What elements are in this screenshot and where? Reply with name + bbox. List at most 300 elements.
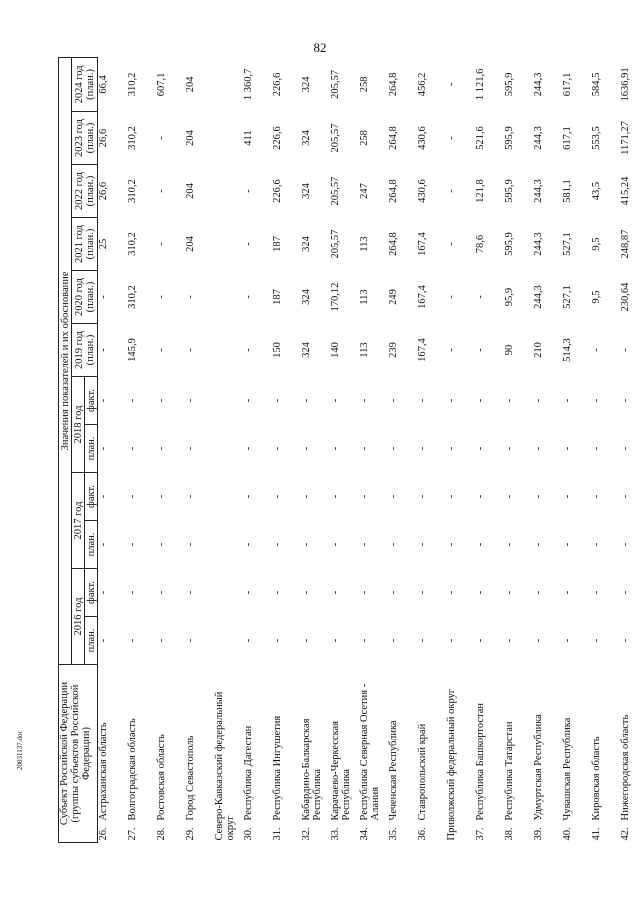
value-cell: -: [446, 398, 457, 403]
value-cell: -: [185, 590, 196, 595]
value-cell: 247: [359, 183, 370, 199]
value-cell: 204: [185, 183, 196, 199]
subject-name: Республика Дагестан: [243, 725, 254, 821]
table-row: [533, 57, 562, 842]
value-cell: 607,1: [156, 72, 167, 97]
value-cell: -: [446, 136, 457, 140]
table-header: [59, 57, 98, 842]
value-cell: -: [475, 295, 486, 299]
table-row: [127, 57, 156, 842]
table-row: [475, 57, 504, 842]
subject-name: Чувашская Республика: [562, 717, 573, 821]
value-cell: -: [301, 542, 312, 547]
row-number: 28.: [156, 827, 167, 841]
value-cell: -: [388, 542, 399, 547]
table-row: [591, 57, 620, 842]
table-row: [359, 57, 388, 842]
value-cell: -: [504, 542, 515, 547]
row-number: 33.: [330, 827, 341, 841]
value-cell: -: [446, 295, 457, 299]
subject-name: Республика Северная Осетия - Алания: [359, 683, 381, 821]
value-cell: -: [243, 189, 254, 193]
value-cell: -: [533, 590, 544, 595]
value-cell: [214, 324, 243, 377]
value-cell: -: [330, 494, 341, 499]
subject-cell: [98, 665, 128, 843]
row-number: 40.: [562, 827, 573, 841]
value-cell: -: [156, 242, 167, 246]
value-cell: -: [185, 348, 196, 352]
value-cell: 113: [359, 342, 370, 358]
value-cell: -: [127, 494, 138, 499]
value-cell: 581,1: [562, 179, 573, 203]
value-cell: 244,3: [533, 126, 544, 150]
row-number: 34.: [359, 827, 370, 841]
value-cell: -: [417, 446, 428, 451]
value-cell: 187: [272, 289, 283, 305]
row-number: 42.: [620, 827, 631, 841]
fact-2017-header: факт.: [85, 473, 98, 521]
value-cell: -: [185, 542, 196, 547]
value-cell: -: [562, 446, 573, 451]
table-row: [301, 57, 330, 842]
value-cell: -: [417, 638, 428, 643]
value-cell: -: [272, 590, 283, 595]
value-cell: [214, 473, 243, 521]
value-cell: 264,8: [388, 179, 399, 203]
value-cell: -: [533, 398, 544, 403]
value-cell: -: [243, 398, 254, 403]
value-cell: 310,2: [127, 126, 138, 150]
subject-cell: [156, 665, 185, 843]
value-cell: -: [475, 398, 486, 403]
year-2019-header: 2019 год (план.): [72, 324, 98, 377]
value-cell: -: [388, 494, 399, 499]
value-cell: 140: [330, 342, 341, 358]
value-cell: -: [504, 398, 515, 403]
value-cell: 595,9: [504, 126, 515, 150]
value-cell: -: [98, 348, 109, 352]
subject-cell: [359, 665, 388, 843]
value-cell: -: [446, 82, 457, 87]
table-row: [620, 57, 640, 842]
value-cell: 9,5: [591, 290, 602, 304]
value-cell: -: [446, 242, 457, 246]
value-cell: -: [504, 590, 515, 595]
value-cell: -: [620, 542, 631, 547]
value-cell: 310,2: [127, 72, 138, 97]
value-cell: -: [620, 446, 631, 451]
value-cell: 1 121,6: [475, 68, 486, 101]
value-cell: -: [359, 398, 370, 403]
value-cell: 150: [272, 342, 283, 358]
value-cell: -: [156, 590, 167, 595]
page-number: 82: [313, 40, 327, 55]
value-cell: -: [330, 398, 341, 403]
value-cell: -: [127, 638, 138, 643]
value-cell: -: [156, 542, 167, 547]
value-cell: 324: [301, 130, 312, 146]
table-row: [446, 57, 475, 842]
value-cell: -: [156, 136, 167, 140]
subject-cell: [301, 665, 330, 843]
value-cell: -: [127, 446, 138, 451]
subject-cell: [591, 665, 620, 843]
year-2023-header: 2023 год (план.): [72, 112, 98, 165]
value-cell: 204: [185, 76, 196, 93]
value-cell: 43,5: [591, 181, 602, 201]
value-cell: 205,57: [330, 176, 341, 206]
value-cell: 324: [301, 342, 312, 358]
value-cell: -: [330, 446, 341, 451]
value-cell: -: [562, 494, 573, 499]
table-body: [98, 57, 640, 842]
values-group-header: Значения показателей и их обоснование: [59, 57, 72, 664]
value-cell: -: [417, 542, 428, 547]
value-cell: 167,4: [417, 285, 428, 309]
value-cell: -: [591, 348, 602, 352]
value-cell: -: [591, 494, 602, 499]
value-cell: -: [243, 242, 254, 246]
value-cell: 249: [388, 289, 399, 305]
subject-name: Кабардино-Балкарская Республика: [301, 718, 323, 821]
value-cell: 9,5: [591, 237, 602, 251]
row-number: 29.: [185, 827, 196, 841]
value-cell: -: [272, 446, 283, 451]
value-cell: -: [127, 398, 138, 403]
value-cell: -: [475, 590, 486, 595]
subject-name: Астраханская область: [98, 722, 109, 821]
value-cell: 521,6: [475, 126, 486, 150]
subject-cell: [417, 665, 446, 843]
value-cell: -: [446, 446, 457, 451]
value-cell: 595,9: [504, 179, 515, 203]
value-cell: -: [533, 494, 544, 499]
value-cell: -: [388, 398, 399, 403]
value-cell: -: [446, 348, 457, 352]
value-cell: -: [388, 590, 399, 595]
value-cell: 1636,91: [620, 67, 631, 102]
value-cell: 411: [243, 130, 254, 146]
value-cell: 264,8: [388, 72, 399, 97]
value-cell: [214, 271, 243, 324]
value-cell: -: [156, 638, 167, 643]
value-cell: 324: [301, 236, 312, 252]
value-cell: 205,57: [330, 229, 341, 259]
value-cell: 170,12: [330, 282, 341, 312]
value-cell: -: [475, 446, 486, 451]
value-cell: 310,2: [127, 179, 138, 203]
value-cell: 456,2: [417, 72, 428, 97]
value-cell: -: [359, 494, 370, 499]
value-cell: -: [359, 446, 370, 451]
subject-cell: [533, 665, 562, 843]
value-cell: -: [185, 295, 196, 299]
plan-2018-header: план.: [85, 425, 98, 473]
value-cell: 430,6: [417, 126, 428, 150]
value-cell: [214, 112, 243, 165]
value-cell: -: [446, 590, 457, 595]
value-cell: 95,9: [504, 287, 515, 307]
value-cell: -: [504, 446, 515, 451]
value-cell: -: [156, 348, 167, 352]
subject-name: Ростовская область: [156, 734, 167, 821]
value-cell: 595,9: [504, 232, 515, 256]
subject-cell: [243, 665, 272, 843]
value-cell: -: [591, 398, 602, 403]
value-cell: 230,64: [620, 282, 631, 312]
value-cell: -: [243, 590, 254, 595]
value-cell: -: [359, 542, 370, 547]
value-cell: -: [127, 590, 138, 595]
table-row: [185, 57, 214, 842]
subject-cell: [185, 665, 214, 843]
subject-name: Ставропольский край: [417, 723, 428, 821]
row-number: 27.: [127, 827, 138, 841]
value-cell: 415,24: [620, 176, 631, 206]
value-cell: 617,1: [562, 72, 573, 97]
value-cell: -: [562, 590, 573, 595]
subject-name: Республика Татарстан: [504, 721, 515, 821]
subject-cell: [330, 665, 359, 843]
subject-column-header: Субъект Российской Федерации (группы субъектов Российской Федерации): [59, 665, 98, 843]
value-cell: -: [243, 348, 254, 352]
value-cell: -: [591, 638, 602, 643]
value-cell: -: [272, 494, 283, 499]
value-cell: 113: [359, 289, 370, 305]
value-cell: -: [475, 348, 486, 352]
value-cell: -: [562, 542, 573, 547]
value-cell: 90: [504, 344, 515, 356]
row-number: 37.: [475, 827, 486, 841]
value-cell: 553,5: [591, 126, 602, 150]
table-row: [504, 57, 533, 842]
table-row: [388, 57, 417, 842]
value-cell: -: [243, 494, 254, 499]
value-cell: -: [243, 446, 254, 451]
value-cell: -: [156, 189, 167, 193]
value-cell: [214, 617, 243, 665]
value-cell: 121,8: [475, 179, 486, 203]
year-2024-header: 2024 год (план.): [72, 57, 98, 111]
value-cell: 244,3: [533, 179, 544, 203]
value-cell: -: [98, 494, 109, 499]
value-cell: [214, 521, 243, 569]
value-cell: -: [533, 542, 544, 547]
year-2020-header: 2020 год (план.): [72, 271, 98, 324]
value-cell: -: [591, 590, 602, 595]
value-cell: -: [98, 295, 109, 299]
table-row: [272, 57, 301, 842]
plan-2017-header: план.: [85, 521, 98, 569]
value-cell: 617,1: [562, 126, 573, 150]
table-row: [417, 57, 446, 842]
value-cell: -: [533, 446, 544, 451]
subject-name: Кировская область: [591, 736, 602, 821]
value-cell: -: [446, 494, 457, 499]
value-cell: 113: [359, 236, 370, 252]
value-cell: [214, 569, 243, 617]
value-cell: 204: [185, 130, 196, 146]
row-number: 26.: [98, 827, 109, 841]
subject-name: Удмуртская Республика: [533, 714, 544, 821]
row-number: 30.: [243, 827, 254, 841]
value-cell: [214, 57, 243, 111]
value-cell: 204: [185, 236, 196, 252]
table-row: [98, 57, 128, 842]
value-cell: -: [272, 542, 283, 547]
value-cell: [214, 218, 243, 271]
subject-name: Республика Ингушетия: [272, 715, 283, 821]
value-cell: -: [591, 446, 602, 451]
value-cell: -: [359, 590, 370, 595]
subject-name: Город Севастополь: [185, 735, 196, 821]
value-cell: 244,3: [533, 72, 544, 97]
value-cell: -: [185, 494, 196, 499]
value-cell: -: [185, 398, 196, 403]
value-cell: -: [446, 189, 457, 193]
subject-cell: Северо-Кавказский федеральный округ: [214, 691, 236, 841]
value-cell: 226,6: [272, 72, 283, 97]
value-cell: -: [301, 494, 312, 499]
value-cell: -: [98, 590, 109, 595]
subject-cell: [272, 665, 301, 843]
value-cell: -: [388, 446, 399, 451]
value-cell: 1 360,7: [243, 68, 254, 101]
value-cell: -: [475, 542, 486, 547]
value-cell: 527,1: [562, 232, 573, 256]
value-cell: -: [272, 398, 283, 403]
row-number: 35.: [388, 827, 399, 841]
value-cell: -: [475, 638, 486, 643]
indicators-table: [58, 57, 640, 843]
value-cell: -: [98, 638, 109, 643]
subject-cell: [620, 665, 640, 843]
value-cell: 167,4: [417, 232, 428, 256]
year-2021-header: 2021 год (план.): [72, 218, 98, 271]
table-row: [330, 57, 359, 842]
value-cell: 430,6: [417, 179, 428, 203]
value-cell: 78,6: [475, 234, 486, 254]
fact-2016-header: факт.: [85, 569, 98, 617]
value-cell: -: [243, 542, 254, 547]
value-cell: 324: [301, 183, 312, 199]
value-cell: 66,4: [98, 75, 109, 94]
value-cell: -: [98, 398, 109, 403]
plan-2016-header: план.: [85, 617, 98, 665]
value-cell: -: [330, 638, 341, 643]
value-cell: -: [562, 398, 573, 403]
table-row: [562, 57, 591, 842]
value-cell: 187: [272, 236, 283, 252]
value-cell: 25: [98, 238, 109, 250]
year-2018-header: 2018 год: [72, 377, 85, 473]
year-2022-header: 2022 год (план.): [72, 165, 98, 218]
value-cell: -: [243, 295, 254, 299]
row-number: 32.: [301, 827, 312, 841]
value-cell: -: [417, 494, 428, 499]
value-cell: -: [330, 542, 341, 547]
value-cell: -: [620, 590, 631, 595]
value-cell: -: [591, 542, 602, 547]
rotated-table-container: [58, 59, 631, 843]
value-cell: -: [301, 590, 312, 595]
value-cell: 258: [359, 76, 370, 93]
value-cell: -: [301, 446, 312, 451]
value-cell: -: [272, 638, 283, 643]
row-number: 31.: [272, 827, 283, 841]
value-cell: -: [533, 638, 544, 643]
value-cell: 26,6: [98, 181, 109, 201]
value-cell: -: [620, 638, 631, 643]
value-cell: 248,87: [620, 229, 631, 259]
value-cell: 310,2: [127, 232, 138, 256]
value-cell: 226,6: [272, 179, 283, 203]
value-cell: 264,8: [388, 232, 399, 256]
value-cell: 595,9: [504, 72, 515, 97]
value-cell: -: [417, 590, 428, 595]
value-cell: -: [185, 638, 196, 643]
value-cell: -: [156, 398, 167, 403]
value-cell: 244,3: [533, 232, 544, 256]
value-cell: -: [301, 638, 312, 643]
value-cell: -: [504, 638, 515, 643]
value-cell: -: [388, 638, 399, 643]
value-cell: -: [475, 494, 486, 499]
value-cell: -: [446, 542, 457, 547]
subject-name: Республика Башкортостан: [475, 702, 486, 821]
value-cell: -: [243, 638, 254, 643]
row-number: 39.: [533, 827, 544, 841]
value-cell: 210: [533, 342, 544, 358]
value-cell: -: [156, 295, 167, 299]
value-cell: 205,57: [330, 123, 341, 153]
value-cell: -: [301, 398, 312, 403]
value-cell: -: [359, 638, 370, 643]
value-cell: 226,6: [272, 126, 283, 150]
subject-name: Волгоградская область: [127, 718, 138, 821]
value-cell: 514,3: [562, 338, 573, 362]
value-cell: -: [156, 494, 167, 499]
value-cell: -: [417, 398, 428, 403]
value-cell: -: [562, 638, 573, 643]
value-cell: -: [185, 446, 196, 451]
value-cell: 310,2: [127, 285, 138, 309]
value-cell: 264,8: [388, 126, 399, 150]
value-cell: -: [504, 494, 515, 499]
value-cell: -: [98, 542, 109, 547]
value-cell: 145,9: [127, 338, 138, 362]
value-cell: 324: [301, 76, 312, 93]
value-cell: -: [620, 348, 631, 352]
value-cell: -: [446, 638, 457, 643]
value-cell: [214, 425, 243, 473]
value-cell: [214, 377, 243, 425]
subject-cell: [388, 665, 417, 843]
year-2017-header: 2017 год: [72, 473, 85, 569]
table-row: [214, 57, 243, 842]
subject-name: Нижегородская область: [620, 714, 631, 821]
subject-name: Чеченская Республика: [388, 720, 399, 821]
row-number: 38.: [504, 827, 515, 841]
value-cell: 527,1: [562, 285, 573, 309]
year-2016-header: 2016 год: [72, 569, 85, 665]
subject-name: Карачаево-Черкесская Республика: [330, 721, 352, 821]
table-row: [156, 57, 185, 842]
subject-cell: [127, 665, 156, 843]
value-cell: 258: [359, 130, 370, 146]
subject-cell: [475, 665, 504, 843]
